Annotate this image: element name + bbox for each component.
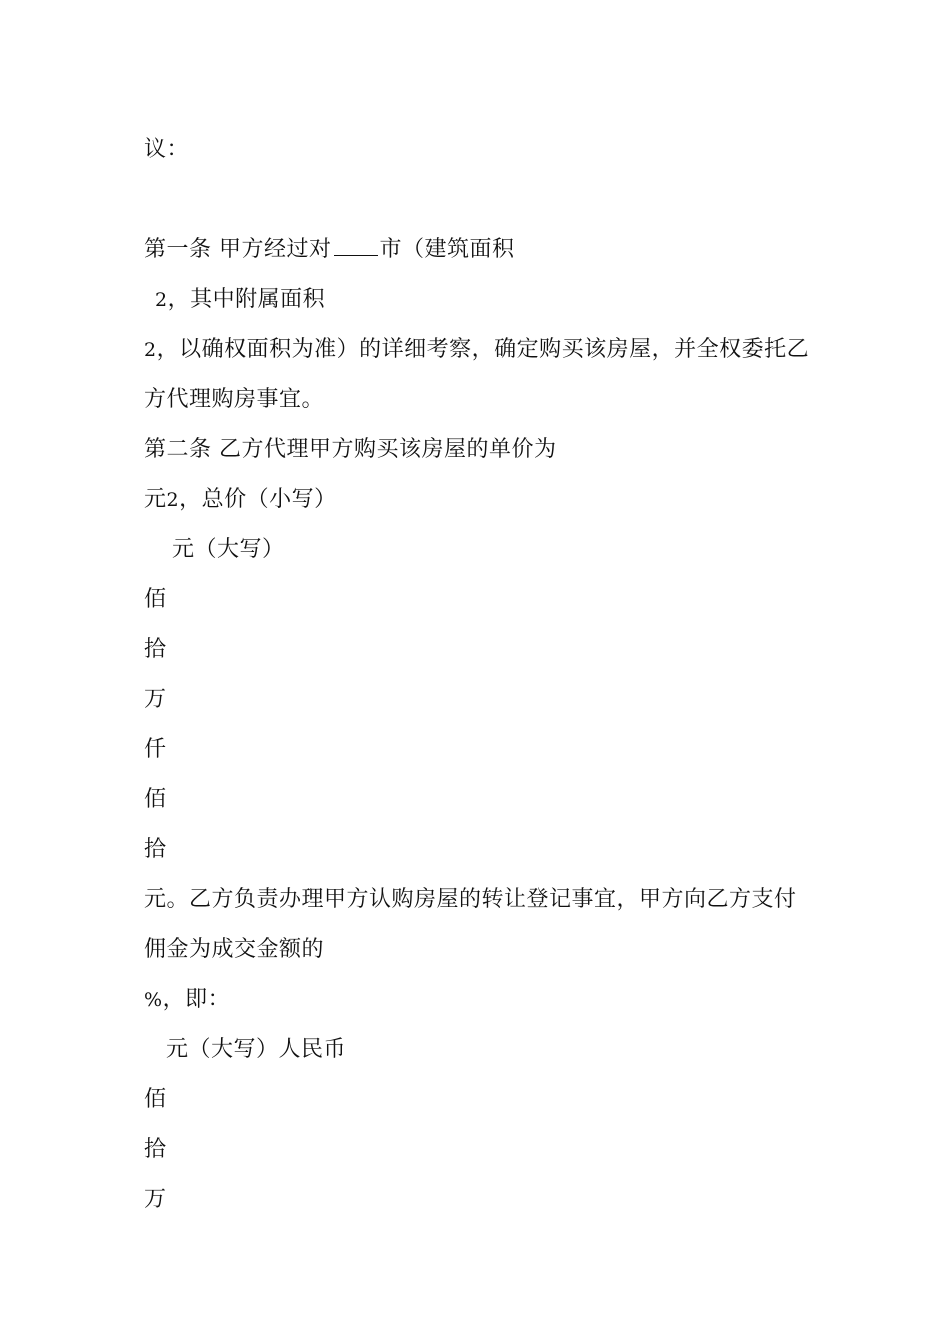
line-text: ，即： [162,987,231,1012]
article-two-line [144,435,557,465]
amount-unit-line [144,1085,167,1115]
line-text: 拾 [144,1137,167,1162]
line-text: 佰 [144,787,167,812]
area-unit-superscript: 2 [166,489,180,511]
text-line [166,1035,346,1065]
text-line [144,935,324,965]
line-text: 第一条 甲方经过对 [144,237,332,262]
line-text: 元（大写） [172,537,285,562]
amount-unit-line [144,835,167,865]
fill-in-blank [334,235,378,256]
text-line [144,885,797,915]
line-text: 佣金为成交金额的 [144,937,325,962]
line-text: 元 [144,487,167,512]
line-text: 佰 [144,587,167,612]
text-line [144,135,189,165]
text-line [144,485,337,515]
line-text: 佰 [144,1087,167,1112]
line-text: 元。乙方负责办理甲方认购房屋的转让登记事宜，甲方向乙方支付 [144,887,797,912]
line-text: 市（建筑面积 [379,237,515,262]
text-line [144,335,809,365]
line-text: 方代理购房事宜。 [144,387,325,412]
amount-unit-line [144,585,167,615]
line-text: 万 [144,687,167,712]
amount-unit-line [144,785,167,815]
line-text: 拾 [144,637,167,662]
text-line [172,535,285,565]
amount-unit-line [144,735,167,765]
line-text: 拾 [144,837,167,862]
line-text: 仟 [144,737,167,762]
article-one-line [144,235,515,265]
line-text: 第二条 乙方代理甲方购买该房屋的单价为 [144,437,557,462]
text-line [155,285,325,315]
amount-unit-line [144,685,167,715]
area-unit-superscript: 2 [155,289,168,311]
amount-unit-line [144,635,167,665]
percent-sign: % [144,989,163,1011]
line-text: 议： [144,137,190,162]
line-text: ，总价（小写） [179,487,337,512]
line-text: 元（大写）人民币 [166,1037,347,1062]
amount-unit-line [144,1135,167,1165]
amount-unit-line [144,1185,167,1215]
line-text: ，以确权面积为准）的详细考察，确定购买该房屋，并全权委托乙 [156,337,810,362]
line-text: 万 [144,1187,167,1212]
text-line [144,385,324,415]
text-line [144,985,230,1015]
area-unit-superscript: 2 [144,339,157,361]
line-text: ，其中附属面积 [167,287,326,312]
